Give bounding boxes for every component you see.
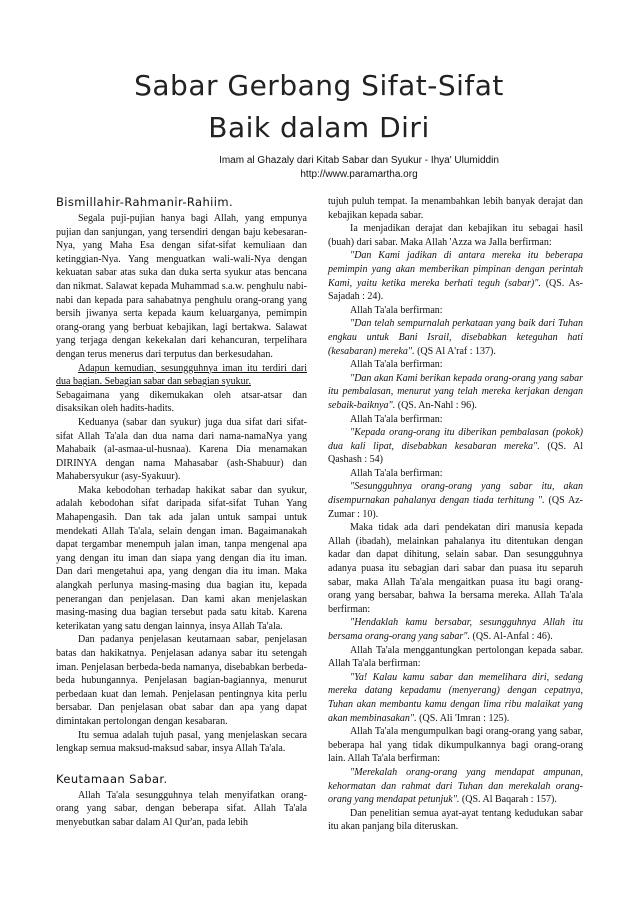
quote-text: "Dan telah sempurnalah perkataan yang baik dari Tuhan engkau untuk Bani Israil, disebabkan keteguhan hati (kesabaran) mereka". xyxy=(328,318,583,357)
paragraph: Sebagaimana yang dikemukakan oleh atsar-atsar dan disaksikan oleh hadits-hadits. xyxy=(56,389,307,415)
paragraph: Ia menjadikan derajat dan kebajikan itu sebagai hasil (buah) dari sabar. Maka Allah 'Azza wa Jalla berfirman: xyxy=(328,223,583,248)
quote-reference: (QS. Al Baqarah : 157). xyxy=(459,794,557,806)
quote-reference: (QS Az-Zumar : 10). xyxy=(328,495,583,520)
quote xyxy=(328,249,583,303)
quote-reference: (QS Al A'raf : 137). xyxy=(414,345,496,357)
quote-text: "Dan akan Kami berikan kepada orang-orang yang sabar itu pembalasan, menurut yang telah mereka kerjakan dengan sebaik-baiknya". xyxy=(328,372,583,411)
paragraph: tujuh puluh tempat. Ia menambahkan lebih banyak derajat dan kebajikan kepada sabar. xyxy=(328,196,583,221)
heading-bismillah: Bismillahir-Rahmanir-Rahiim. xyxy=(56,195,234,209)
quote-text: "Merekalah orang-orang yang mendapat ampunan, kehormatan dan rahmat dari Tuhan dan merekalah orang-orang yang mendapat petunjuk". xyxy=(328,766,583,806)
left-column xyxy=(56,195,307,830)
firman-line: Allah Ta'ala berfirman: xyxy=(350,359,443,371)
quote-reference: (QS. Al Qashash : 54) xyxy=(328,440,584,466)
quote xyxy=(328,766,583,807)
paragraph: Allah Ta'ala menggantungkan pertolongan kepada sabar. Allah Ta'ala berfirman: xyxy=(328,644,583,670)
quote xyxy=(328,426,583,467)
title-line-1: Sabar Gerbang Sifat-Sifat xyxy=(134,69,504,102)
paragraph: Maka kebodohan terhadap hakikat sabar dan syukur, adalah kebodohan sifat daripada sifat-sifat Tuhan Yang Mahapengasih. Dan tak ada jalan untuk sampai untuk mendekati Allah Ta'ala, selain dengan iman. Bagaimanakah dapat tergambar menempuh jalan iman, tanpa mengenal apa yang dengan itu iman dan siapa yang dengan dia itu iman. Dan dari mengetahui apa, yang dengan dia itu iman. Maka alangkah perlunya masing-masing dua bagian itu, kepada penerangan dan penjelasan. Dan kami akan menjelaskan masing-masing dua bagian tersebut pada satu kitab. Karena keterikatan yang satu dengan lainnya, insya Allah Ta'ala. xyxy=(56,484,307,632)
quote xyxy=(328,372,583,413)
paragraph: Keduanya (sabar dan syukur) juga dua sifat dari sifat-sifat Allah Ta'ala dan dua nama dari nama-namaNya yang Mahabaik (al-asmaa-ul-husnaa). Karena Dia menamakan DIRINYA dengan nama Mahasabar (ash-Shabuur) dan Mahabersyukur (asy-Syakuur). xyxy=(56,416,307,483)
firman-line: Allah Ta'ala berfirman: xyxy=(350,467,443,479)
paragraph: Segala puji-pujian hanya bagi Allah, yang empunya pujian dan sanjungan, yang tersendiri dengan baju kebesaran-Nya, yang Maha Esa dengan sifat-sifat kemuliaan dan ketinggian-Nya. Yang menguatkan wali-wali-Nya dengan kekuatan sabar atas suka dan duka serta syukur atas bencana dan nikmat. Salawat kepada Muhammad s.a.w. penghulu nabi-nabi dan kepada para sahabatnya penghulu orang-orang yang bersih jiwanya serta kepada kaum keluarganya, pemimpin orang-orang yang berbuat kebajikan, lagi bertakwa. Salawat yang terjaga dengan kekekalan dari kehancuran, terpelihara dengan terus menerus dari terputus dan berkesudahan. xyxy=(56,213,307,360)
quote xyxy=(328,317,583,358)
quote xyxy=(328,671,583,725)
quote-text: "Dan Kami jadikan di antara mereka itu beberapa pemimpin yang akan memberikan pimpinan dengan perintah Kami, yaitu ketika mereka berhati teguh (sabar)". xyxy=(328,250,583,289)
quote-reference: (QS. Ali 'Imran : 125). xyxy=(416,712,510,724)
quote-text: "Kepada orang-orang itu diberikan pembalasan (pokok) dua kali lipat, disebabkan kesabaran mereka". xyxy=(328,427,583,452)
firman-line: Allah Ta'ala berfirman: xyxy=(350,304,443,316)
quote-reference: (QS. As-Sajadah : 24). xyxy=(328,277,583,303)
quote-text: "Hendaklah kamu bersabar, sesungguhnya Allah itu bersama orang-orang yang sabar". xyxy=(328,617,583,642)
paragraph: Maka tidak ada dari pendekatan diri manusia kepada Allah (ibadah), melainkan pahalanya itu ditentukan dengan kadar dan dapat dihitung, selain sabar. Dan sesungguhnya adanya puasa itu sebagian dari sabar dan puasa itu separuh sabar, maka Allah Ta'ala mengaitkan puasa itu bagi orang-orang yang bersabar, bahwa Ia bersama mereka. Allah Ta'ala berfirman: xyxy=(328,522,583,615)
title-line-2: Baik dalam Diri xyxy=(208,111,430,144)
subtitle: Imam al Ghazaly dari Kitab Sabar dan Syukur - Ihya' Ulumiddin xyxy=(219,155,499,166)
quote xyxy=(328,616,583,643)
quote-reference: (QS. An-Nahl : 96). xyxy=(395,399,477,411)
paragraph: Dan padanya penjelasan keutamaan sabar, penjelasan batas dan hakikatnya. Penjelasan adanya sabar itu setengah iman. Penjelasan berbeda-beda namanya, disebabkan berbeda-beda hubungannya. Penjelasan bagian-bagiannya, menurut perbedaan kuat dan lemah. Penjelasan pentingnya kita perlu bersabar. Dan penjelasan obat sabar dan apa yang dapat dimintakan pertolongan dengan kesabaran. xyxy=(56,634,307,727)
quote xyxy=(328,480,583,521)
paragraph-underlined: Adapun kemudian, sesungguhnya iman itu terdiri dari dua bagian. Sebagian sabar dan sebagian syukur. xyxy=(56,362,307,388)
firman-line: Allah Ta'ala berfirman: xyxy=(350,413,443,425)
source-url[interactable]: http://www.paramartha.org xyxy=(300,169,418,180)
quote-text: "Ya! Kalau kamu sabar dan memelihara diri, sedang mereka datang kepadamu (menyerang) dengan cepatnya, Tuhan akan membantu kamu dengan lima ribu malaikat yang akan membinasakan". xyxy=(328,671,583,724)
heading-keutamaan-sabar: Keutamaan Sabar. xyxy=(56,771,168,786)
paragraph: Dan penelitian semua ayat-ayat tentang kedudukan sabar itu akan panjang bila diteruskan. xyxy=(328,807,583,833)
paragraph: Itu semua adalah tujuh pasal, yang menjelaskan secara lengkap semua maksud-maksud sabar, insya Allah Ta'ala. xyxy=(56,729,307,755)
quote-text: "Sesungguhnya orang-orang yang sabar itu, akan disempurnakan pahalanya dengan tiada terhitung ". xyxy=(328,481,583,507)
right-column xyxy=(328,195,583,834)
paragraph: Allah Ta'ala sesungguhnya telah menyifatkan orang-orang yang sabar, dengan beberapa sifat. Allah Ta'ala menyebutkan sabar dalam Al Qur'an, pada lebih xyxy=(56,789,307,828)
paragraph: Allah Ta'ala mengumpulkan bagi orang-orang yang sabar, beberapa hal yang tidak dikumpulkannya bagi orang-orang lain. Allah Ta'ala berfirman: xyxy=(328,726,583,765)
quote-reference: (QS. Al-Anfal : 46). xyxy=(469,631,553,642)
